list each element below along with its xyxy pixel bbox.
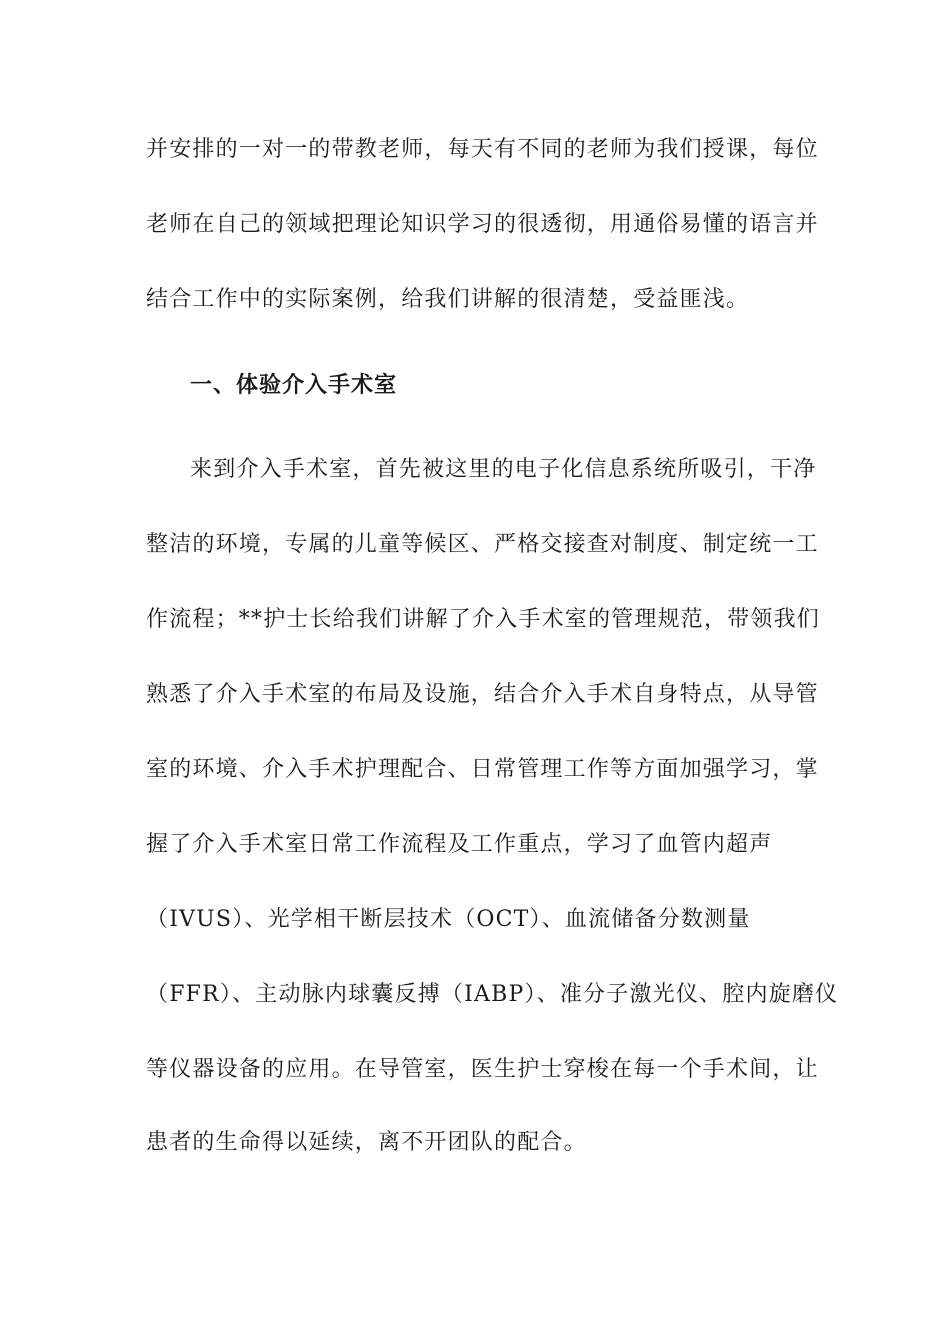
paragraph-2-line-10: 患者的生命得以延续，离不开团队的配合。 — [146, 1130, 587, 1155]
paragraph-2-line-5: 室的环境、介入手术护理配合、日常管理工作等方面加强学习，掌 — [146, 757, 819, 782]
paragraph-2-line-3: 作流程；**护士长给我们讲解了介入手术室的管理规范，带领我们 — [146, 607, 821, 632]
section-heading-1: 一、体验介入手术室 — [190, 373, 398, 398]
paragraph-2-line-6: 握了介入手术室日常工作流程及工作重点，学习了血管内超声 — [146, 832, 773, 857]
paragraph-1-line-1: 并安排的一对一的带教老师，每天有不同的老师为我们授课，每位 — [146, 137, 819, 162]
paragraph-2-line-4: 熟悉了介入手术室的布局及设施，结合介入手术自身特点，从导管 — [146, 682, 819, 707]
paragraph-2-line-1: 来到介入手术室，首先被这里的电子化信息系统所吸引，干净 — [190, 457, 817, 482]
paragraph-2-line-8: （FFR）、主动脉内球囊反搏（IABP）、准分子激光仪、腔内旋磨仪 — [146, 982, 839, 1007]
paragraph-2-line-7: （IVUS）、光学相干断层技术（OCT）、血流储备分数测量 — [146, 907, 751, 932]
paragraph-2-line-9: 等仪器设备的应用。在导管室，医生护士穿梭在每一个手术间，让 — [146, 1057, 819, 1082]
paragraph-1-line-2: 老师在自己的领域把理论知识学习的很透彻，用通俗易懂的语言并 — [146, 212, 819, 237]
paragraph-1-line-3: 结合工作中的实际案例，给我们讲解的很清楚，受益匪浅。 — [146, 287, 750, 312]
paragraph-2-line-2: 整洁的环境，专属的儿童等候区、严格交接查对制度、制定统一工 — [146, 532, 819, 557]
